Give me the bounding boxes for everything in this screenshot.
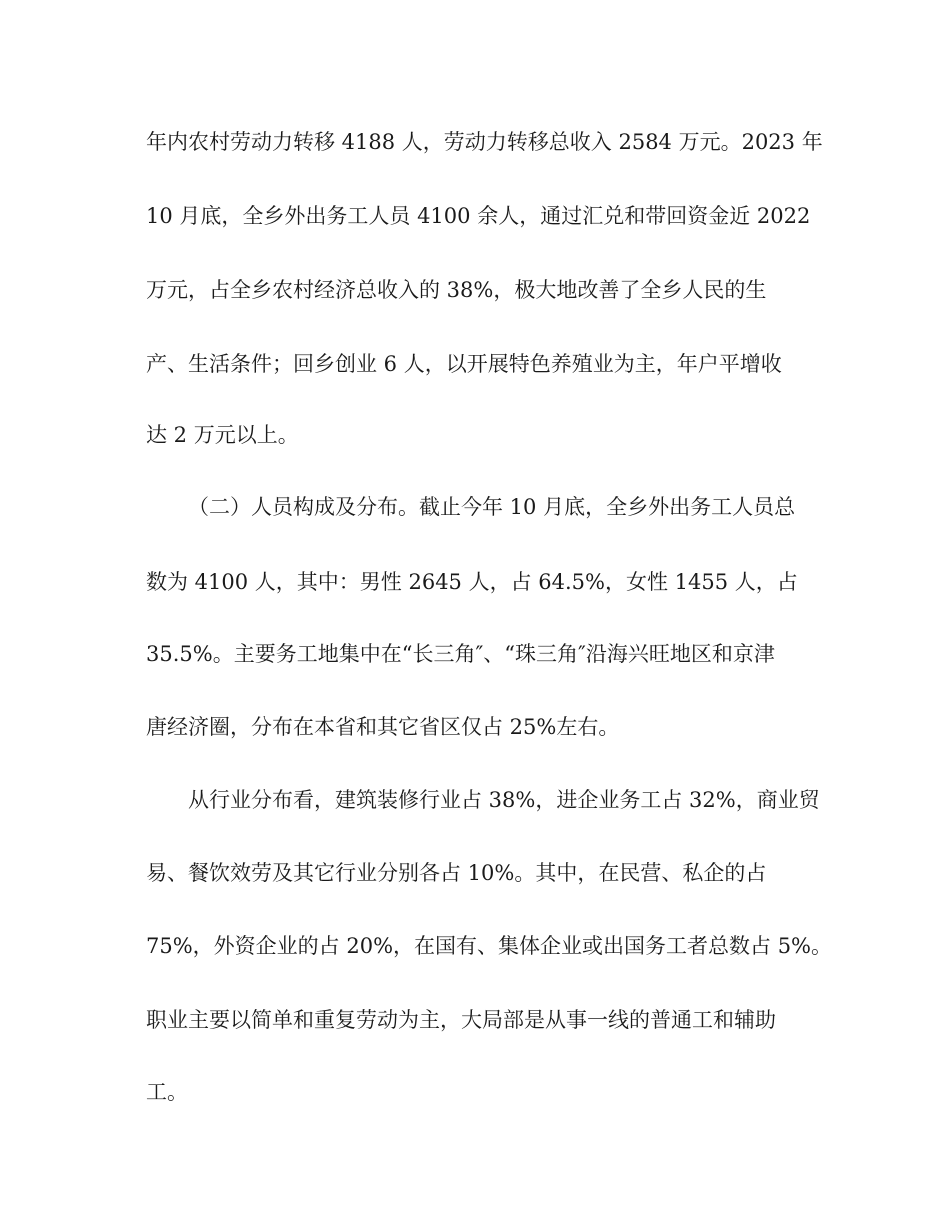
paragraph-line: 年内农村劳动力转移 4188 人，劳动力转移总收入 2584 万元。2023 年 [146,130,823,154]
paragraph-line: 唐经济圈，分布在本省和其它省区仅占 25%左右。 [146,715,620,739]
paragraph-line: 35.5%。主要务工地集中在“长三角″、“珠三角″沿海兴旺地区和京津 [146,642,775,666]
section-heading-line: （二）人员构成及分布。截止今年 10 月底，全乡外出务工人员总 [188,495,796,519]
paragraph-line: 万元，占全乡农村经济总收入的 38%，极大地改善了全乡人民的生 [146,278,767,302]
paragraph-line: 达 2 万元以上。 [146,423,299,447]
paragraph-line: 职业主要以简单和重复劳动为主，大局部是从事一线的普通工和辅助 [146,1008,776,1032]
paragraph-line: 75%，外资企业的占 20%，在国有、集体企业或出国务工者总数占 5%。 [146,934,833,958]
paragraph-line: 工。 [146,1080,188,1104]
paragraph-first-line: 从行业分布看，建筑装修行业占 38%，进企业务工占 32%，商业贸 [188,788,820,812]
paragraph-line: 数为 4100 人，其中：男性 2645 人，占 64.5%，女性 1455 人，占 [146,570,798,594]
paragraph-line: 易、餐饮效劳及其它行业分别各占 10%。其中，在民营、私企的占 [146,861,767,885]
paragraph-line: 10 月底，全乡外出务工人员 4100 余人，通过汇兑和带回资金近 2022 [146,204,811,228]
paragraph-line: 产、生活条件；回乡创业 6 人，以开展特色养殖业为主，年户平增收 [146,352,782,376]
